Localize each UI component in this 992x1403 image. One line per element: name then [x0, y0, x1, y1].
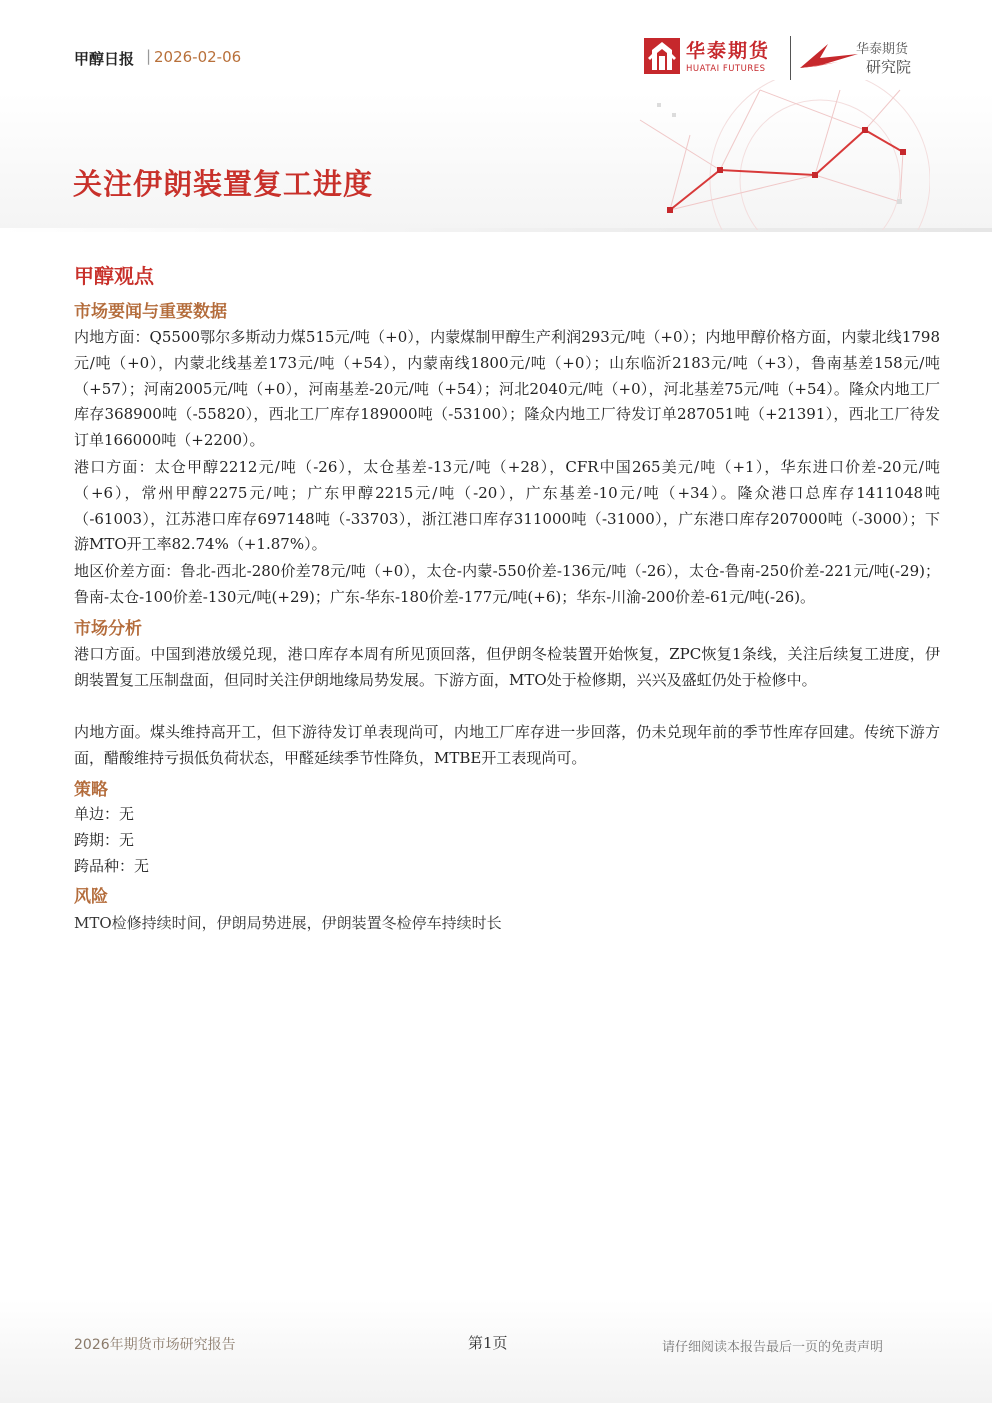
spread-data-paragraph: 地区价差方面：鲁北-西北-280价差78元/吨（+0），太仓-内蒙-550价差-136元/吨（-26），太仓-鲁南-250价差-221元/吨(-29)；鲁南-太仓-100价差-130元/吨(+29)；广东-华东-180价差-177元/吨(+6)；华东-川渝-200价差-61元/吨(-26)。 [74, 562, 940, 606]
footer-report-name: 2026年期货市场研究报告 [74, 1337, 236, 1353]
analysis-heading: 市场分析 [74, 619, 142, 639]
company-logos [644, 36, 924, 82]
strategy-spread-line: 跨期：无 [74, 831, 135, 849]
strategy-single-line: 单边：无 [74, 805, 135, 823]
logo-chinese-name: 华泰期货 [686, 40, 771, 62]
strategy-heading: 策略 [74, 780, 108, 800]
analysis-inland-paragraph: 内地方面。煤头维持高开工，但下游待发订单表现尚可，内地工厂库存进一步回落，仍未兑现年前的季节性库存回建。传统下游方面，醋酸维持亏损低负荷状态，甲醛延续季节性降负，MTBE开工表现尚可。 [74, 723, 940, 767]
report-title: 关注伊朗装置复工进度 [73, 167, 374, 201]
network-decoration-graphic [600, 80, 930, 230]
strategy-cross-line: 跨品种：无 [74, 857, 150, 875]
analysis-port-paragraph: 港口方面。中国到港放缓兑现，港口库存本周有所见顶回落，但伊朗冬检装置开始恢复，ZPC恢复1条线，关注后续复工进度，伊朗装置复工压制盘面，但同时关注伊朗地缘局势发展。下游方面，MTO处于检修期，兴兴及盛虹仍处于检修中。 [74, 645, 940, 689]
research-logo-line2: 研究院 [866, 58, 912, 76]
footer-disclaimer-note: 请仔细阅读本报告最后一页的免责声明 [662, 1340, 884, 1355]
risk-text: MTO检修持续时间，伊朗局势进展，伊朗装置冬检停车持续时长 [74, 914, 502, 932]
huatai-logo-icon [644, 38, 680, 74]
research-institute-logo-icon [798, 38, 862, 74]
logo-divider [790, 36, 791, 80]
risk-heading: 风险 [74, 887, 108, 907]
page-number: 第1页 [468, 1334, 508, 1352]
report-date: 2026-02-06 [154, 48, 242, 66]
research-logo-line1: 华泰期货 [856, 42, 909, 57]
doc-type-label: 甲醇日报 [74, 50, 135, 68]
inland-data-paragraph: 内地方面：Q5500鄂尔多斯动力煤515元/吨（+0），内蒙煤制甲醇生产利润293元/吨（+0）；内地甲醇价格方面，内蒙北线1798元/吨（+0），内蒙北线基差173元/吨（+54），内蒙南线1800元/吨（+0）；山东临沂2183元/吨（+3），鲁南基差158元/吨（+57）；河南2005元/吨（+0），河南基差-20元/吨（+54）；河北2040元/吨（+0），河北基差75元/吨（+54）。隆众内地工厂库存368900吨（-55820），西北工厂库存189000吨（-53100）；隆众内地工厂待发订单287051吨（+21391），西北工厂待发订单166000吨（+2200）。 [74, 328, 940, 450]
market-data-heading: 市场要闻与重要数据 [74, 302, 227, 322]
logo-english-name: HUATAI FUTURES [686, 64, 766, 74]
viewpoint-heading: 甲醇观点 [74, 264, 154, 288]
header-separator: | [146, 47, 152, 65]
port-data-paragraph: 港口方面：太仓甲醇2212元/吨（-26），太仓基差-13元/吨（+28），CFR中国265美元/吨（+1），华东进口价差-20元/吨（+6），常州甲醇2275元/吨；广东甲醇2215元/吨（-20），广东基差-10元/吨（+34）。隆众港口总库存1411048吨（-61003），江苏港口库存697148吨（-33703），浙江港口库存311000吨（-31000），广东港口库存207000吨（-3000）；下游MTO开工率82.74%（+1.87%）。 [74, 458, 940, 554]
